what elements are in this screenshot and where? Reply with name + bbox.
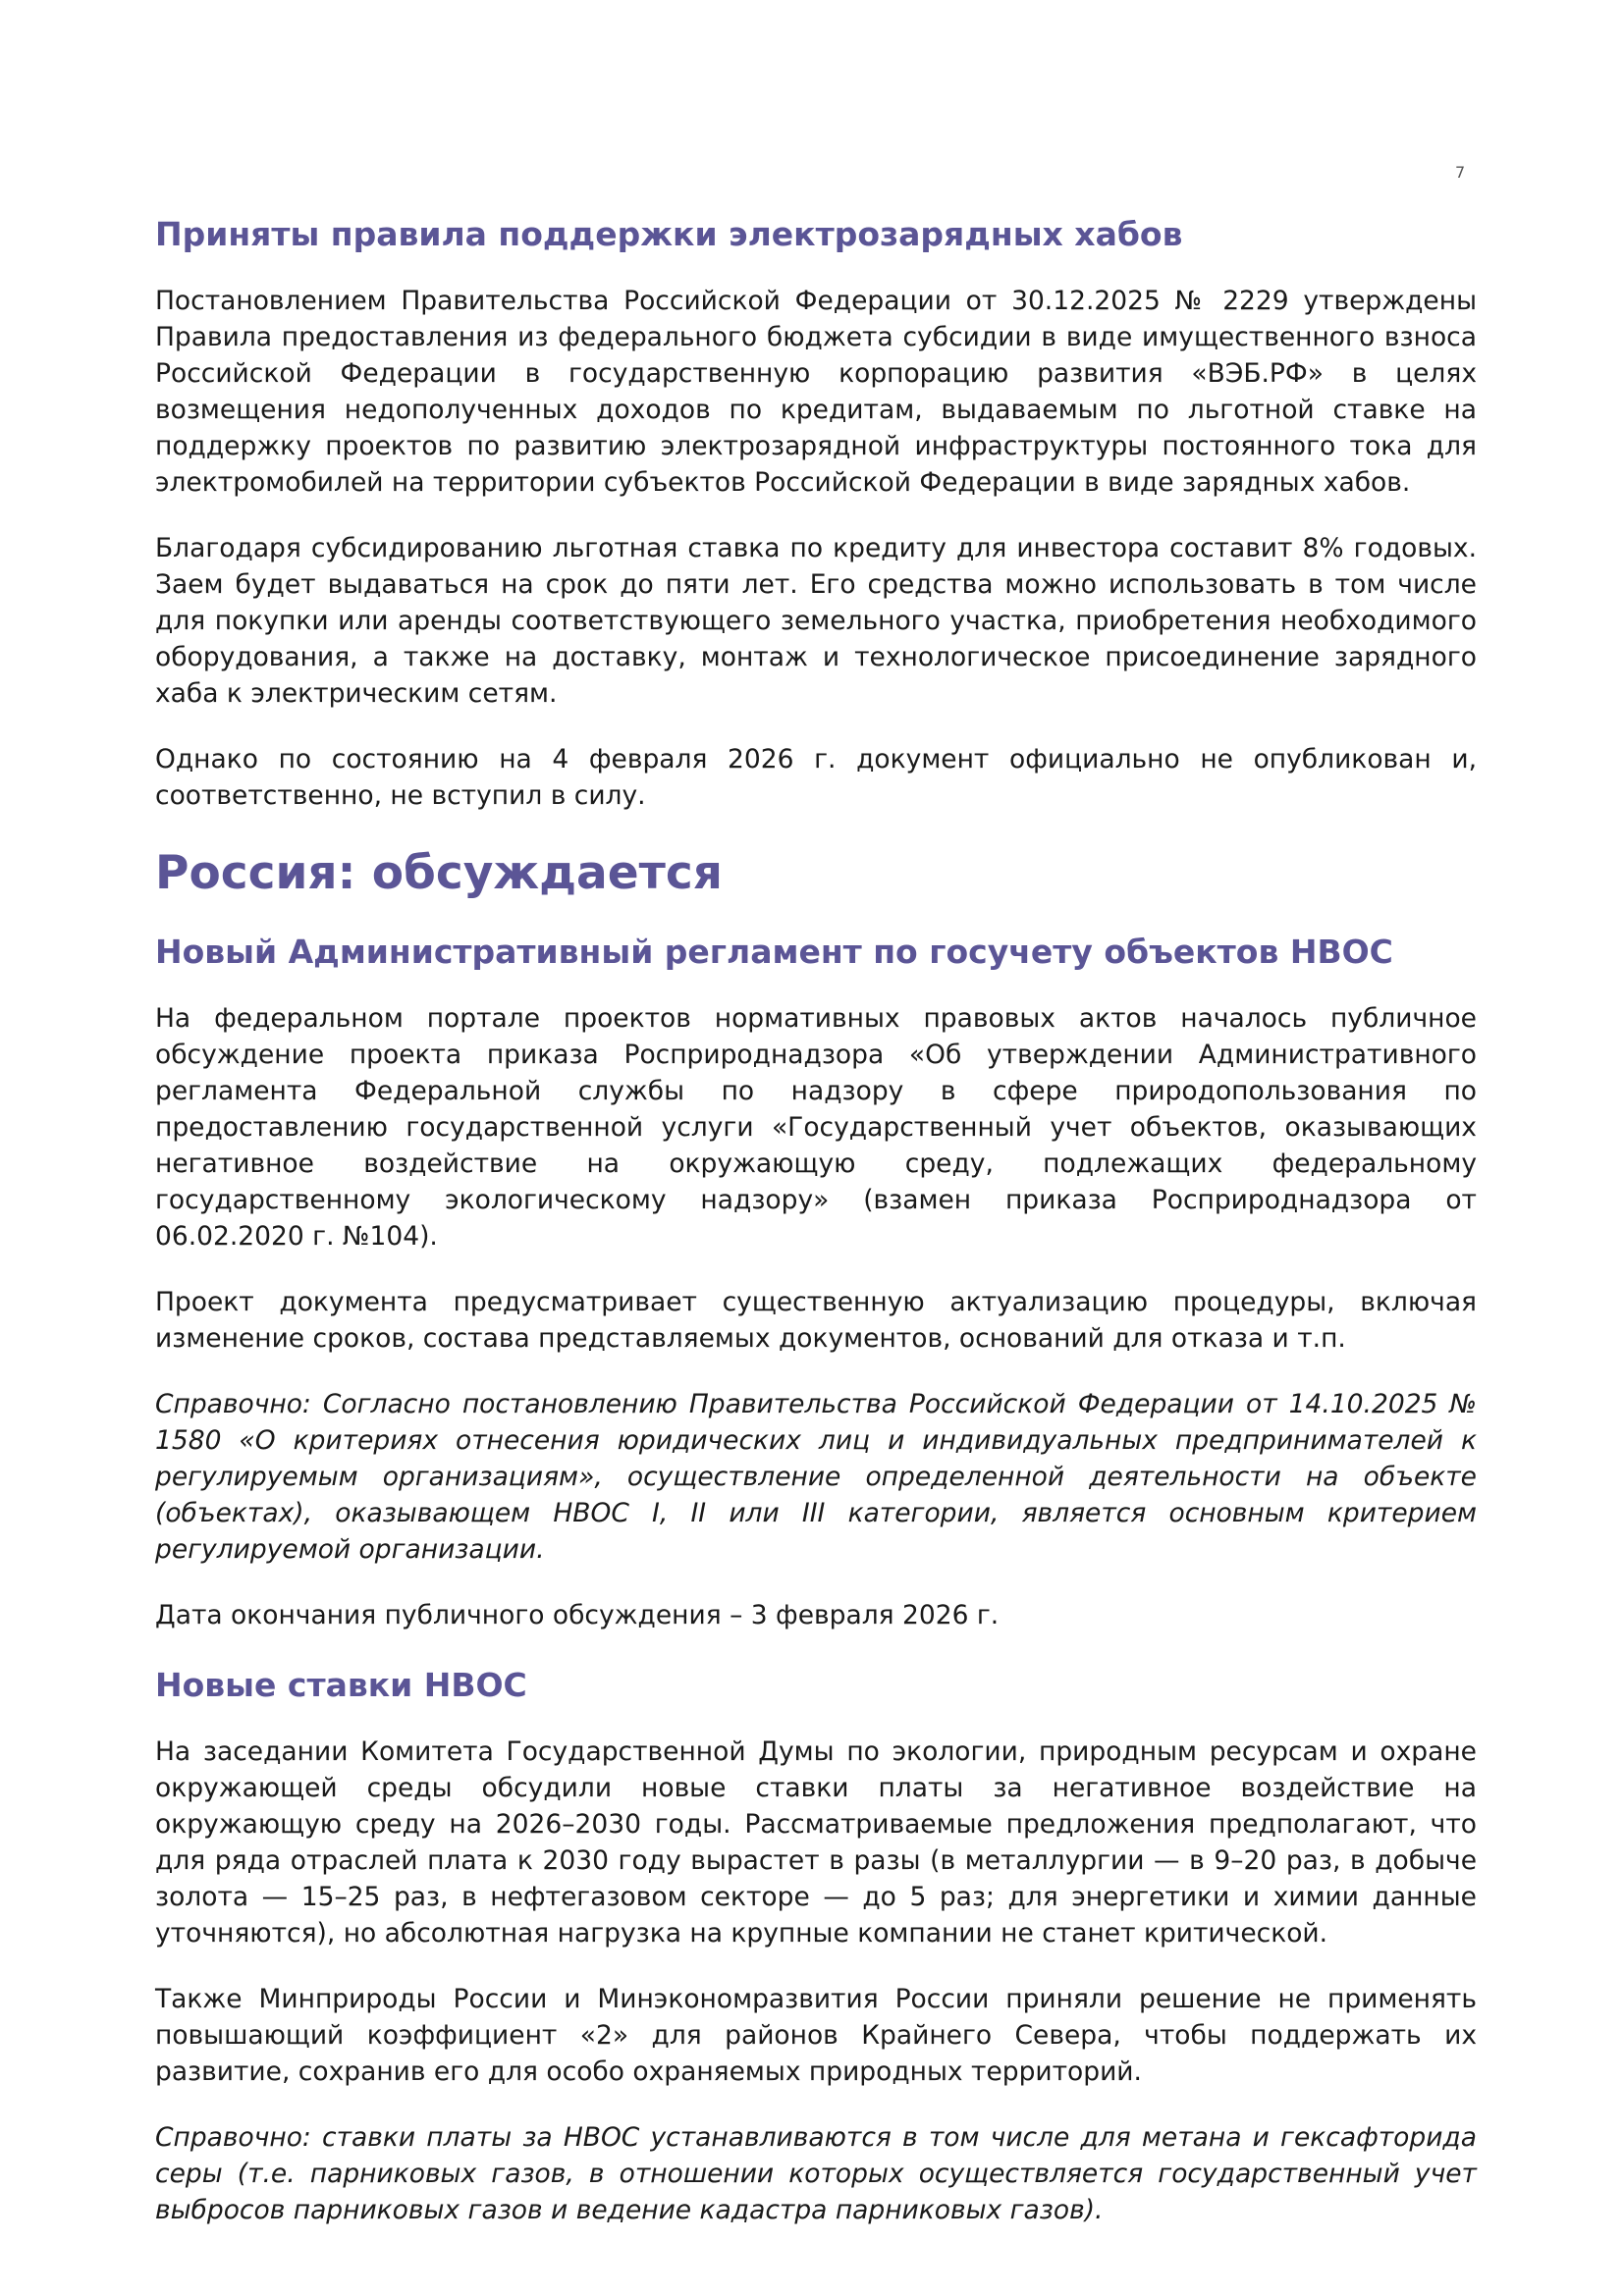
page-number: 7 [1455, 163, 1466, 182]
paragraph: На заседании Комитета Государственной Думы по экологии, природным ресурсам и охране окружающей среды обсудили новые ставки платы за негативное воздействие на окружающую среду на 2026–2030 годы. Рассматриваемые предложения предполагают, что для ряда отраслей плата к 2030 году вырастет в разы (в металлургии — в 9–20 раз, в добыче золота — 15–25 раз, в нефтегазовом секторе — до 5 раз; для энергетики и химии данные уточняются), но абсолютная нагрузка на крупные компании не станет критической. [155, 1736, 1477, 1949]
paragraph: Также Минприроды России и Минэкономразвития России приняли решение не применять повышающий коэффициент «2» для районов Крайнего Севера, чтобы поддержать их развитие, сохранив его для особо охраняемых природных территорий. [155, 1984, 1477, 2087]
section-heading-new-rates: Новые ставки НВОС [155, 1666, 527, 1704]
region-heading-russia-discussed: Россия: обсуждается [155, 846, 723, 900]
paragraph: Однако по состоянию на 4 февраля 2026 г. документ официально не опубликован и, соответственно, не вступил в силу. [155, 744, 1477, 811]
section-heading-admin-regulation: Новый Административный регламент по госучету объектов НВОС [155, 933, 1393, 971]
paragraph: На федеральном портале проектов нормативных правовых актов началось публичное обсуждение проекта приказа Росприроднадзора «Об утверждении Административного регламента Федеральной службы по надзору в сфере природопользования по предоставлению государственной услуги «Государственный учет объектов, оказывающих негативное воздействие на окружающую среду, подлежащих федеральному государственному экологическому надзору» (взамен приказа Росприроднадзора от 06.02.2020 г. №104). [155, 1003, 1477, 1252]
reference-note: Справочно: ставки платы за НВОС устанавливаются в том числе для метана и гексафторида серы (т.е. парниковых газов, в отношении которых осуществляется государственный учет выбросов парниковых газов и ведение кадастра парниковых газов). [155, 2122, 1477, 2225]
paragraph: Благодаря субсидированию льготная ставка по кредиту для инвестора составит 8% годовых. Заем будет выдаваться на срок до пяти лет. Его средства можно использовать в том числе для покупки или аренды соответствующего земельного участка, приобретения необходимого оборудования, а также на доставку, монтаж и технологическое присоединение зарядного хаба к электрическим сетям. [155, 533, 1477, 709]
reference-note: Справочно: Согласно постановлению Правительства Российской Федерации от 14.10.2025 № 1580 «О критериях отнесения юридических лиц и индивидуальных предпринимателей к регулируемым организациям», осуществление определенной деятельности на объекте (объектах), оказывающем НВОС I, II или III категории, является основным критерием регулируемой организации. [155, 1389, 1477, 1565]
paragraph: Проект документа предусматривает существенную актуализацию процедуры, включая изменение сроков, состава представляемых документов, оснований для отказа и т.п. [155, 1287, 1477, 1354]
section-heading-ev-charging-hubs: Приняты правила поддержки электрозарядных хабов [155, 215, 1183, 253]
discussion-deadline: Дата окончания публичного обсуждения – 3 февраля 2026 г. [155, 1600, 1000, 1630]
document-body [155, 212, 1477, 2258]
paragraph: Постановлением Правительства Российской Федерации от 30.12.2025 № 2229 утверждены Правила предоставления из федерального бюджета субсидии в виде имущественного взноса Российской Федерации в государственную корпорацию развития «ВЭБ.РФ» в целях возмещения недополученных доходов по кредитам, выдаваемым по льготной ставке на поддержку проектов по развитию электрозарядной инфраструктуры постоянного тока для электромобилей на территории субъектов Российской Федерации в виде зарядных хабов. [155, 286, 1477, 498]
